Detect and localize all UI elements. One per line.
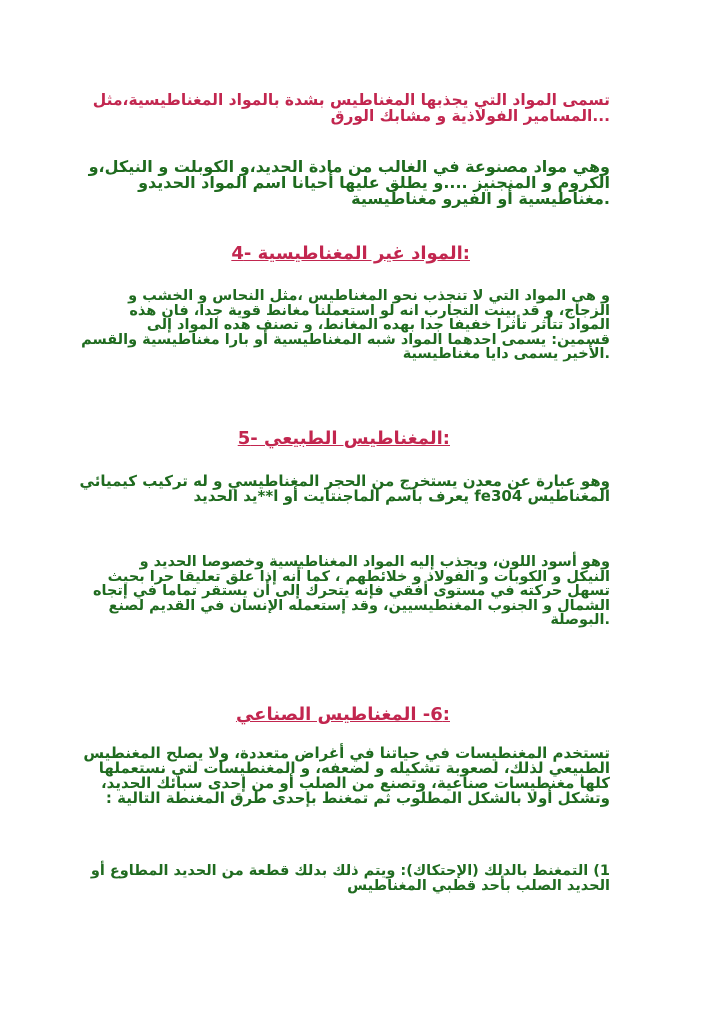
text-line: الكروم و المنجنيز ....و يطلق عليها أحيانا اسم المواد الحديدو xyxy=(138,173,610,192)
paragraph-magnetic-materials xyxy=(92,89,610,125)
text-line: الحديد الصلب بأحد قطبي المغناطيس xyxy=(347,877,610,894)
text-line: الشمال و الجنوب المغنطيسيين، وقد إستعمله الإنسان في القديم لصنع xyxy=(108,597,610,614)
text-line: وهو عبارة عن معدن يستخرج من الحجر المغناطيسي و له تركيب كيميائي xyxy=(79,472,610,490)
text-line: المواد تتأثر تأثرا خفيفا جدا بهده المغانط، و تصنف هده المواد إلى xyxy=(146,317,610,333)
text-line: النيكل و الكوبات و الفولاذ و خلائطهم ، كما أنه إذا علق تعليقا حرا بحيث xyxy=(107,568,610,585)
paragraph-natural-magnet-properties xyxy=(92,548,610,628)
text-line: قسمين: يسمى احدهما المواد شبه المغناطيسية أو بارا مغناطيسية والقسم xyxy=(81,331,610,348)
text-line: الطبيعي لذلك، لصعوبة تشكيله و لضعفه، و المغنطيسات لتي نستعملها xyxy=(98,759,610,777)
text-line: 1) التمغنط بالدلك (الإحتكاك): ويتم ذلك بدلك قطعة من الحديد المطاوع أو xyxy=(90,863,610,879)
text-line: وتشكل أولا بالشكل المطلوب ثم تمغنط بإحدى طرق المغنطة التالية : xyxy=(105,789,610,807)
paragraph-artificial-magnet xyxy=(83,741,610,807)
text-line: المغناطيس fe304 يعرف باسم الماجنتايت أو ا**يد الحديد xyxy=(193,487,610,505)
paragraph-natural-magnet-definition xyxy=(79,466,610,505)
text-line: .البوصلة xyxy=(550,612,610,628)
heading-non-magnetic-materials: :المواد غير المغناطيسية -4 xyxy=(231,243,470,264)
text-line: الزجاج، و قد بينت التجارب انه لو استعملنا مغانط قوية جدا، فان هذه xyxy=(129,302,610,319)
text-line: و هي المواد التي لا تنجذب نحو المغناطيس ،مثل النحاس و الخشب و xyxy=(128,288,610,304)
text-line: تستخدم المغنطيسات في حياتنا في أغراض متعددة، ولا يصلح المغنطيس xyxy=(83,744,610,762)
text-line: تسهل حركته في مستوى أفقي فإنه يتحرك إلى أن يستقر تماما في إتجاه xyxy=(92,583,610,599)
paragraph-magnetization-by-rubbing xyxy=(90,858,610,894)
text-line: كلها مغنطيسات صناعية، وتصنع من الصلب أو من إحدى سبائك الحديد، xyxy=(100,774,610,792)
heading-artificial-magnet: :6- المغناطيس الصناعي xyxy=(235,704,450,725)
text-line: وهي مواد مصنوعة في الغالب من مادة الحديد،و الكوبلت و النيكل،و xyxy=(88,157,610,176)
paragraph-magnetic-composition xyxy=(88,155,610,208)
text-line: وهو أسود اللون، ويجذب إليه المواد المغناطيسية وخصوصا الحديد و xyxy=(139,554,610,570)
text-line: تسمى المواد التي يجذبها المغناطيس بشدة بالمواد المغناطيسية،مثل xyxy=(92,91,610,109)
text-line: .الأخير يسمى دايا مغناطيسية xyxy=(402,346,610,362)
paragraph-non-magnetic-materials xyxy=(81,284,610,362)
heading-natural-magnet: :المغناطيس الطبيعي -5 xyxy=(237,428,450,449)
text-line: ...المسامير الفولاذية و مشابك الورق xyxy=(330,106,610,125)
text-line: .مغناطيسية أو الفيرو مغناطيسية xyxy=(351,189,610,208)
